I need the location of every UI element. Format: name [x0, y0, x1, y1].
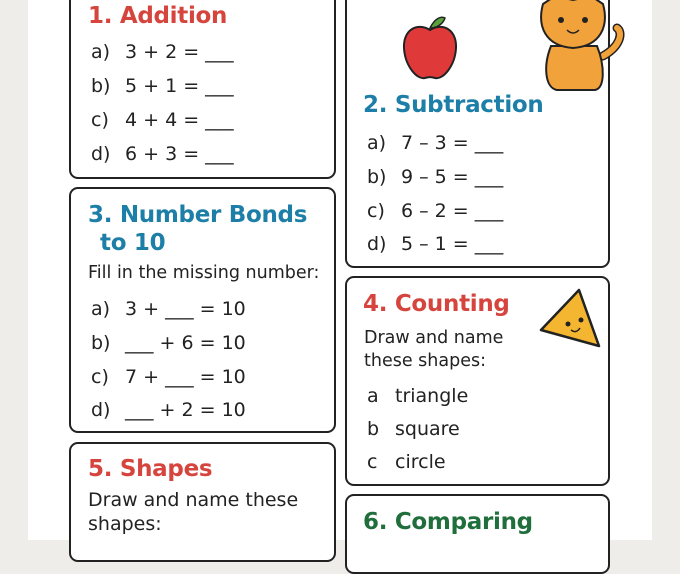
problem-d — [91, 142, 234, 166]
item-label: b — [367, 418, 380, 440]
shapes-title: 5. Shapes — [88, 456, 213, 482]
problem-label: b) — [367, 166, 387, 188]
addition-title: 1. Addition — [88, 3, 228, 29]
counting-section — [345, 276, 610, 486]
problem-d — [91, 398, 246, 422]
problem-expr: 6 + 3 = ___ — [125, 143, 234, 165]
problem-label: d) — [367, 233, 387, 255]
problem-a — [91, 40, 234, 64]
instruction: Fill in the missing number: — [88, 263, 320, 283]
problem-expr: ___ + 6 = 10 — [125, 332, 246, 354]
problem-expr: 4 + 4 = ___ — [125, 109, 234, 131]
problem-label: b) — [91, 332, 111, 354]
cat-icon — [533, 0, 629, 96]
item-text: square — [395, 418, 460, 440]
problem-expr: ___ + 2 = 10 — [125, 399, 246, 421]
shapes-section — [69, 442, 336, 562]
problem-c — [91, 365, 246, 389]
instruction-1: Draw and name — [364, 328, 504, 348]
problem-label: c) — [91, 109, 109, 131]
triangle-icon — [535, 286, 605, 352]
subtraction-section — [345, 0, 610, 268]
number-bonds-section — [69, 187, 336, 433]
problem-label: a) — [367, 132, 387, 154]
number-bonds-title-2: to 10 — [100, 230, 166, 256]
problem-c — [91, 108, 234, 132]
item-text: triangle — [395, 385, 469, 407]
problem-expr: 5 – 1 = ___ — [401, 233, 504, 255]
problem-expr: 7 – 3 = ___ — [401, 132, 504, 154]
problem-d — [367, 232, 503, 256]
problem-expr: 9 – 5 = ___ — [401, 166, 504, 188]
problem-c — [367, 199, 503, 223]
addition-section — [69, 0, 336, 179]
comparing-title: 6. Comparing — [363, 509, 533, 535]
problem-label: a) — [91, 41, 111, 63]
problem-expr: 3 + 2 = ___ — [125, 41, 234, 63]
item-text: circle — [395, 451, 446, 473]
counting-title: 4. Counting — [363, 291, 510, 317]
problem-b — [91, 74, 234, 98]
problem-a — [91, 297, 246, 321]
shape-item-b — [367, 417, 460, 441]
subtraction-title: 2. Subtraction — [363, 92, 544, 118]
apple-icon — [399, 14, 461, 82]
comparing-section — [345, 494, 610, 574]
problem-label: d) — [91, 143, 111, 165]
problem-a — [367, 131, 503, 155]
instruction-2: shapes: — [88, 513, 162, 535]
shape-item-a — [367, 384, 468, 408]
instruction-1: Draw and name these — [88, 489, 299, 511]
worksheet-page — [28, 0, 652, 540]
item-label: a — [367, 385, 379, 407]
shape-item-c — [367, 450, 446, 474]
problem-label: a) — [91, 298, 111, 320]
problem-b — [91, 331, 246, 355]
problem-expr: 7 + ___ = 10 — [125, 366, 246, 388]
problem-b — [367, 165, 503, 189]
problem-expr: 3 + ___ = 10 — [125, 298, 246, 320]
problem-label: c) — [367, 200, 385, 222]
problem-expr: 6 – 2 = ___ — [401, 200, 504, 222]
item-label: c — [367, 451, 378, 473]
instruction-2: these shapes: — [364, 351, 486, 371]
number-bonds-title: 3. Number Bonds — [88, 202, 308, 228]
problem-label: c) — [91, 366, 109, 388]
problem-expr: 5 + 1 = ___ — [125, 75, 234, 97]
problem-label: d) — [91, 399, 111, 421]
problem-label: b) — [91, 75, 111, 97]
